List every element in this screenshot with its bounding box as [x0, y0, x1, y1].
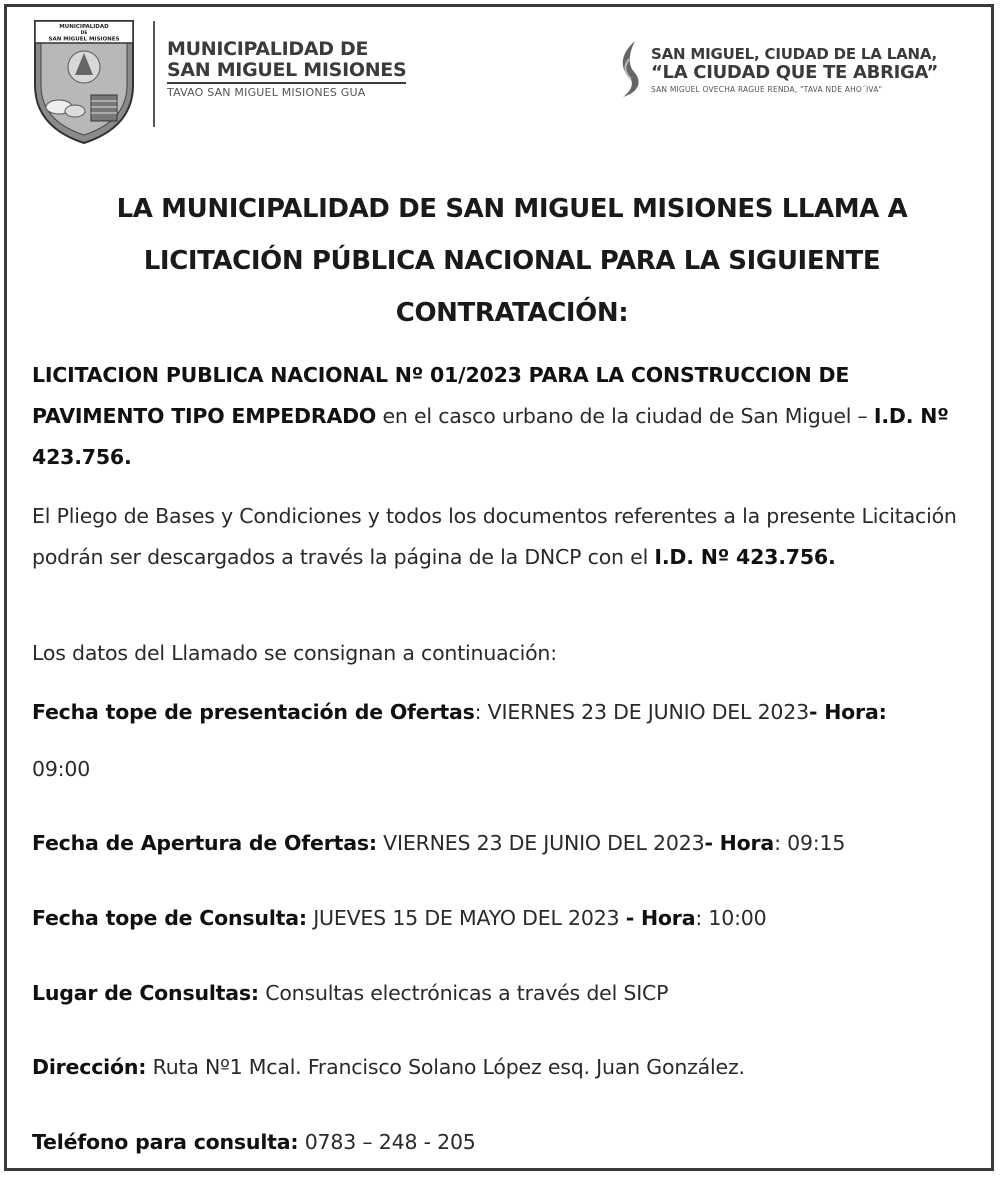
- slogan-line2: “LA CIUDAD QUE TE ABRIGA”: [651, 62, 939, 83]
- consulta-hora-label: - Hora: [625, 906, 696, 930]
- consulta-date: JUEVES 15 DE MAYO DEL 2023: [306, 906, 626, 930]
- fecha-tope-ofertas-sep: :: [474, 700, 488, 724]
- notice-title: [37, 183, 987, 339]
- org-name-line2: SAN MIGUEL MISIONES: [167, 60, 406, 84]
- direccion-label: Dirección:: [32, 1055, 147, 1079]
- fecha-tope-ofertas-hora-label: - Hora:: [808, 700, 887, 724]
- direccion-value: Ruta Nº1 Mcal. Francisco Solano López esq. Juan González.: [146, 1055, 745, 1079]
- datos-text: Los datos del Llamado se consignan a continuación:: [32, 641, 557, 665]
- flame-logo-icon: [615, 39, 645, 101]
- crest-text-2: DE: [80, 31, 88, 36]
- apertura-hora-label: - Hora: [704, 831, 775, 855]
- telefono-label: Teléfono para consulta:: [32, 1130, 299, 1154]
- crest-text-1: MUNICIPALIDAD: [59, 24, 109, 30]
- slogan-line1: SAN MIGUEL, CIUDAD DE LA LANA,: [651, 45, 938, 63]
- title-line3: CONTRATACIÓN:: [395, 298, 629, 328]
- direccion-row: [32, 1053, 992, 1081]
- fecha-tope-ofertas-hora-value: 09:00: [32, 757, 91, 781]
- org-name-line1: MUNICIPALIDAD DE: [167, 38, 369, 60]
- title-line2: LICITACIÓN PÚBLICA NACIONAL PARA LA SIGUIENTE: [143, 246, 881, 276]
- slogan-line3: SAN MIGUEL OVECHA RAGUE RENDA, "TAVA NDE AHO´IVA": [651, 85, 883, 94]
- pliego-paragraph: [32, 496, 987, 578]
- fecha-tope-ofertas-row: [32, 698, 992, 726]
- org-name: [167, 39, 406, 84]
- lugar-value: Consultas electrónicas a través del SICP: [258, 981, 669, 1005]
- fecha-tope-ofertas-date: VIERNES 23 DE JUNIO DEL 2023: [487, 700, 809, 724]
- intro-paragraph: [32, 355, 987, 478]
- apertura-hora-value: : 09:15: [774, 831, 846, 855]
- crest-text-3: SAN MIGUEL MISIONES: [48, 36, 120, 43]
- tender-name: LICITACION PUBLICA NACIONAL Nº 01/2023 PARA LA CONSTRUCCION DE PAVIMENTO TIPO EMPEDRADO: [32, 363, 850, 428]
- pliego-id: I.D. Nº 423.756.: [654, 545, 836, 569]
- pliego-text: El Pliego de Bases y Condiciones y todos los documentos referentes a la presente Licitación podrán ser descargados a través la página de la DNCP con el: [32, 504, 957, 569]
- lugar-row: [32, 979, 992, 1007]
- consulta-row: [32, 904, 992, 932]
- notice-frame: [4, 4, 994, 1171]
- lugar-label: Lugar de Consultas:: [32, 981, 259, 1005]
- intro-id: I.D. Nº 423.756.: [32, 404, 949, 469]
- apertura-date: VIERNES 23 DE JUNIO DEL 2023: [376, 831, 705, 855]
- org-subtitle: TAVAO SAN MIGUEL MISIONES GUA: [167, 86, 366, 99]
- consulta-hora-value: : 10:00: [695, 906, 767, 930]
- apertura-label: Fecha de Apertura de Ofertas:: [32, 831, 377, 855]
- fecha-tope-ofertas-label: Fecha tope de presentación de Ofertas: [32, 700, 475, 724]
- header-divider: [153, 21, 155, 127]
- consulta-label: Fecha tope de Consulta:: [32, 906, 307, 930]
- telefono-value: 0783 – 248 - 205: [298, 1130, 476, 1154]
- title-line1: LA MUNICIPALIDAD DE SAN MIGUEL MISIONES LLAMA A: [116, 194, 908, 224]
- intro-text: en el casco urbano de la ciudad de San Miguel –: [376, 404, 874, 428]
- telefono-row: [32, 1128, 992, 1156]
- municipal-crest-logo: [29, 15, 139, 147]
- apertura-row: [32, 829, 992, 857]
